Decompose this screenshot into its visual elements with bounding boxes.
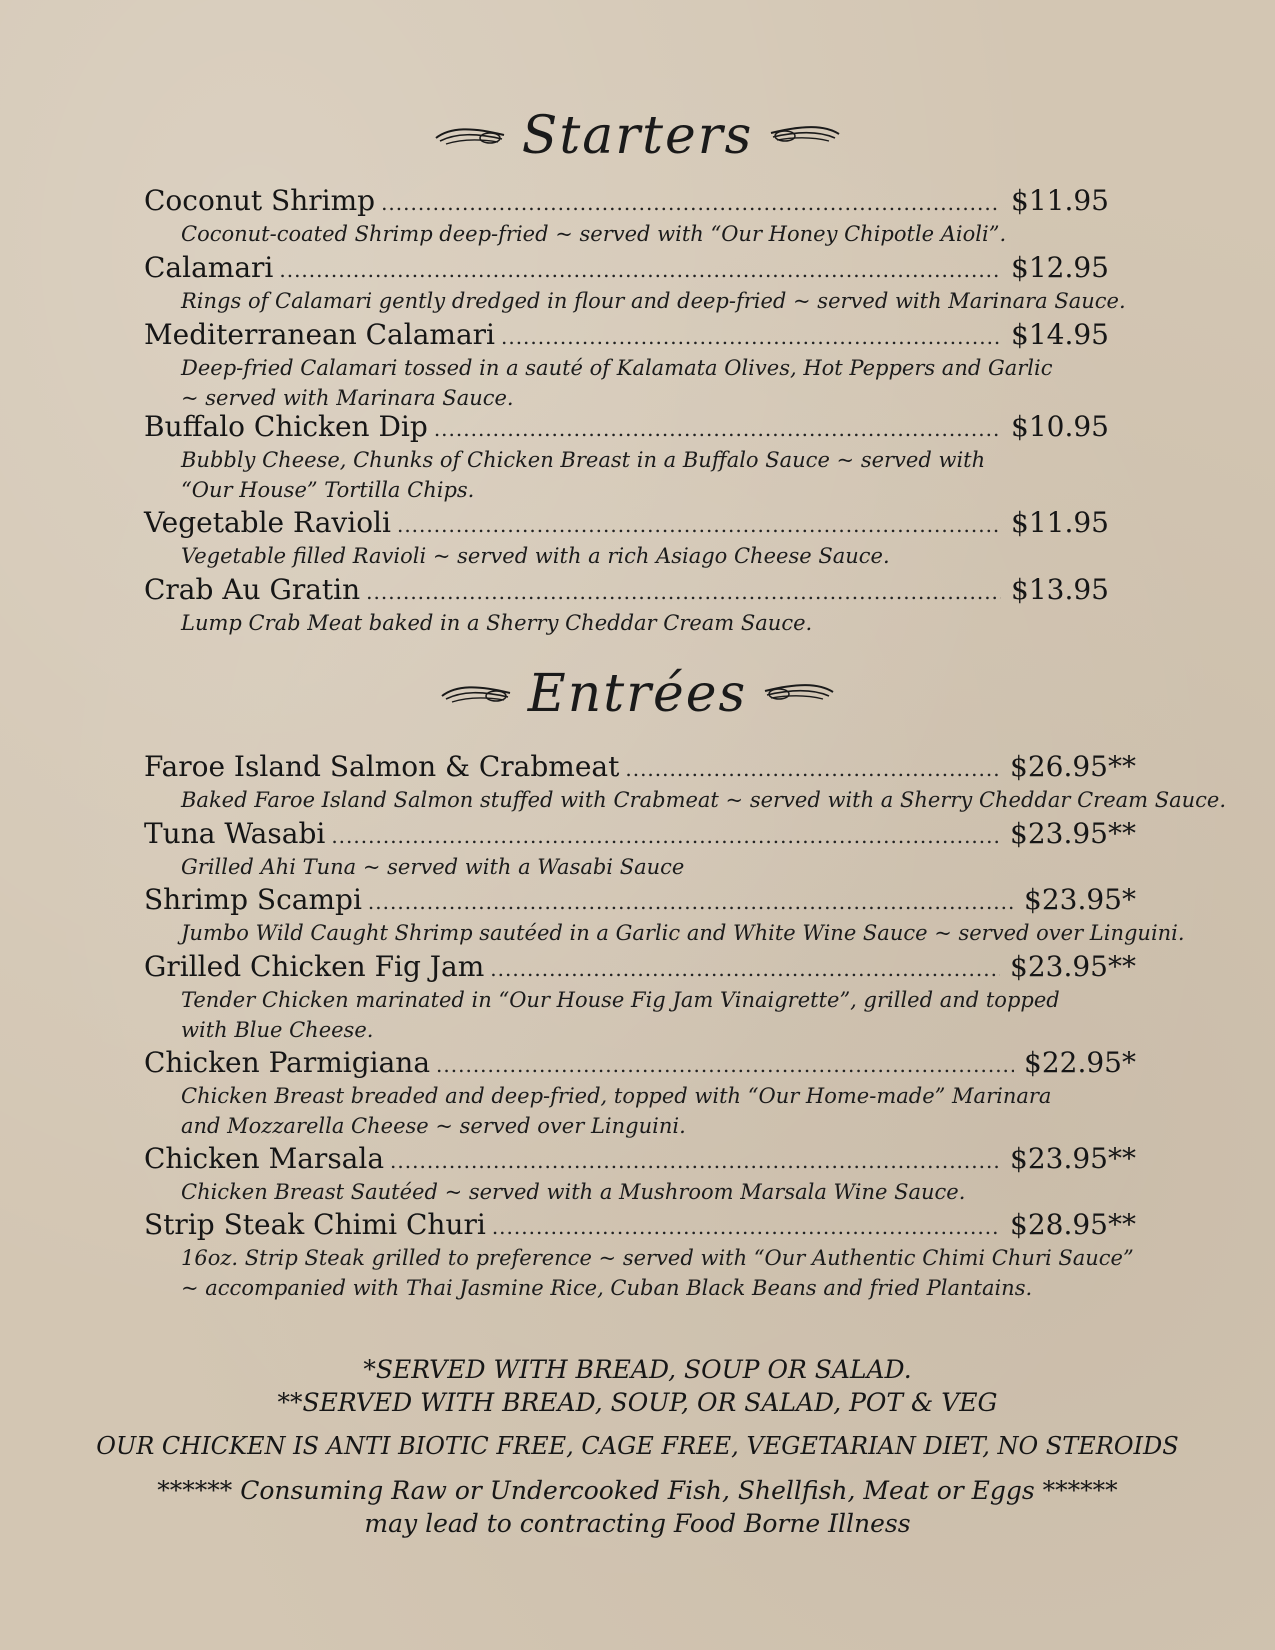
dot-leader: [331, 820, 1000, 852]
footnote-served-bread-soup-salad: *SERVED WITH BREAD, SOUP OR SALAD.: [363, 1355, 912, 1384]
menu-item: [144, 750, 1227, 815]
item-description: and Mozzarella Cheese ~ served over Linguini.: [181, 1114, 686, 1138]
item-price: $10.95: [1011, 410, 1109, 443]
raw-food-warning: ****** Consuming Raw or Undercooked Fish, Shellfish, Meat or Eggs ******: [157, 1476, 1118, 1505]
item-description: Coconut-coated Shrimp deep-fried ~ served with “Our Honey Chipotle Aioli”.: [181, 222, 1007, 246]
item-name: Crab Au Gratin: [144, 573, 361, 606]
menu-item: [144, 319, 1109, 413]
menu-item: [144, 574, 1109, 638]
item-name: Calamari: [144, 251, 274, 284]
menu-item: [144, 251, 1126, 316]
dot-leader: [501, 321, 1001, 353]
item-description: ~ accompanied with Thai Jasmine Rice, Cuban Black Beans and fried Plantains.: [181, 1276, 1033, 1300]
dot-leader: [397, 509, 1001, 541]
item-description: ~ served with Marinara Sauce.: [181, 386, 514, 410]
dot-leader: [368, 886, 1014, 918]
item-description: Chicken Breast breaded and deep-fried, topped with “Our Home-made” Marinara: [181, 1084, 1052, 1108]
menu-item: [144, 951, 1136, 1045]
menu-item: [144, 1209, 1136, 1303]
item-description: “Our House” Tortilla Chips.: [181, 478, 475, 502]
right-flourish-icon: [767, 121, 843, 151]
item-name: Grilled Chicken Fig Jam: [144, 950, 485, 983]
item-price: $14.95: [1011, 318, 1109, 351]
item-price: $23.95*: [1024, 883, 1136, 916]
item-name: Coconut Shrimp: [144, 184, 376, 217]
item-price: $26.95**: [1010, 750, 1136, 783]
item-name: Tuna Wasabi: [144, 817, 326, 850]
item-description: Jumbo Wild Caught Shrimp sautéed in a Garlic and White Wine Sauce ~ served over Linguini.: [181, 921, 1185, 945]
menu-item: [144, 818, 1136, 882]
entrees-heading: [0, 664, 1275, 724]
dot-leader: [490, 953, 1000, 985]
dot-leader: [625, 753, 1000, 785]
item-price: $12.95: [1011, 251, 1109, 284]
chicken-notice: OUR CHICKEN IS ANTI BIOTIC FREE, CAGE FREE, VEGETARIAN DIET, NO STEROIDS: [96, 1432, 1179, 1460]
raw-food-warning-continued: may lead to contracting Food Borne Illness: [364, 1509, 911, 1538]
item-name: Shrimp Scampi: [144, 883, 362, 916]
dot-leader: [390, 1145, 1000, 1177]
menu-item: [144, 1143, 1136, 1207]
dot-leader: [436, 1049, 1014, 1081]
item-price: $23.95**: [1010, 817, 1136, 850]
item-name: Faroe Island Salmon & Crabmeat: [144, 750, 620, 783]
item-price: $11.95: [1011, 506, 1109, 539]
menu-item: [144, 507, 1109, 571]
footnote-served-pot-veg: **SERVED WITH BREAD, SOUP, OR SALAD, POT & VEG: [277, 1388, 998, 1417]
right-flourish-icon: [761, 679, 837, 709]
dot-leader: [381, 187, 1001, 219]
menu-item: [144, 1047, 1136, 1141]
item-name: Vegetable Ravioli: [144, 506, 391, 539]
item-description: Bubbly Cheese, Chunks of Chicken Breast in a Buffalo Sauce ~ served with: [181, 448, 986, 472]
menu-item: [144, 411, 1109, 505]
item-description: Rings of Calamari gently dredged in flour and deep-fried ~ served with Marinara Sauce.: [181, 289, 1126, 313]
item-description: Chicken Breast Sautéed ~ served with a Mushroom Marsala Wine Sauce.: [181, 1180, 966, 1204]
dot-leader: [279, 254, 1001, 286]
item-name: Chicken Parmigiana: [144, 1046, 431, 1079]
item-description: Tender Chicken marinated in “Our House Fig Jam Vinaigrette”, grilled and topped: [181, 988, 1060, 1012]
item-name: Buffalo Chicken Dip: [144, 410, 428, 443]
item-price: $22.95*: [1024, 1046, 1136, 1079]
item-name: Strip Steak Chimi Churi: [144, 1208, 486, 1241]
item-description: Vegetable filled Ravioli ~ served with a rich Asiago Cheese Sauce.: [181, 544, 890, 568]
item-description: Grilled Ahi Tuna ~ served with a Wasabi Sauce: [181, 855, 685, 879]
item-price: $23.95**: [1010, 950, 1136, 983]
item-price: $13.95: [1011, 573, 1109, 606]
section-title: Starters: [521, 106, 754, 166]
dot-leader: [492, 1211, 1000, 1243]
item-description: Baked Faroe Island Salmon stuffed with Crabmeat ~ served with a Sherry Cheddar Cream Sauce.: [181, 788, 1227, 812]
menu-item: [144, 185, 1109, 249]
menu-item: [144, 883, 1185, 948]
section-title: Entrées: [527, 664, 748, 724]
item-name: Mediterranean Calamari: [144, 318, 495, 351]
dot-leader: [434, 413, 1001, 445]
dot-leader: [366, 576, 1001, 608]
item-description: Deep-fried Calamari tossed in a sauté of Kalamata Olives, Hot Peppers and Garlic: [181, 356, 1053, 380]
left-flourish-icon: [438, 679, 514, 709]
left-flourish-icon: [432, 121, 508, 151]
item-description: 16oz. Strip Steak grilled to preference ~ served with “Our Authentic Chimi Churi Sauce”: [181, 1246, 1134, 1270]
item-price: $28.95**: [1010, 1208, 1136, 1241]
item-description: Lump Crab Meat baked in a Sherry Cheddar Cream Sauce.: [181, 611, 813, 635]
item-price: $11.95: [1011, 184, 1109, 217]
item-price: $23.95**: [1010, 1142, 1136, 1175]
item-description: with Blue Cheese.: [181, 1018, 374, 1042]
starters-heading: [0, 106, 1275, 166]
item-name: Chicken Marsala: [144, 1142, 385, 1175]
